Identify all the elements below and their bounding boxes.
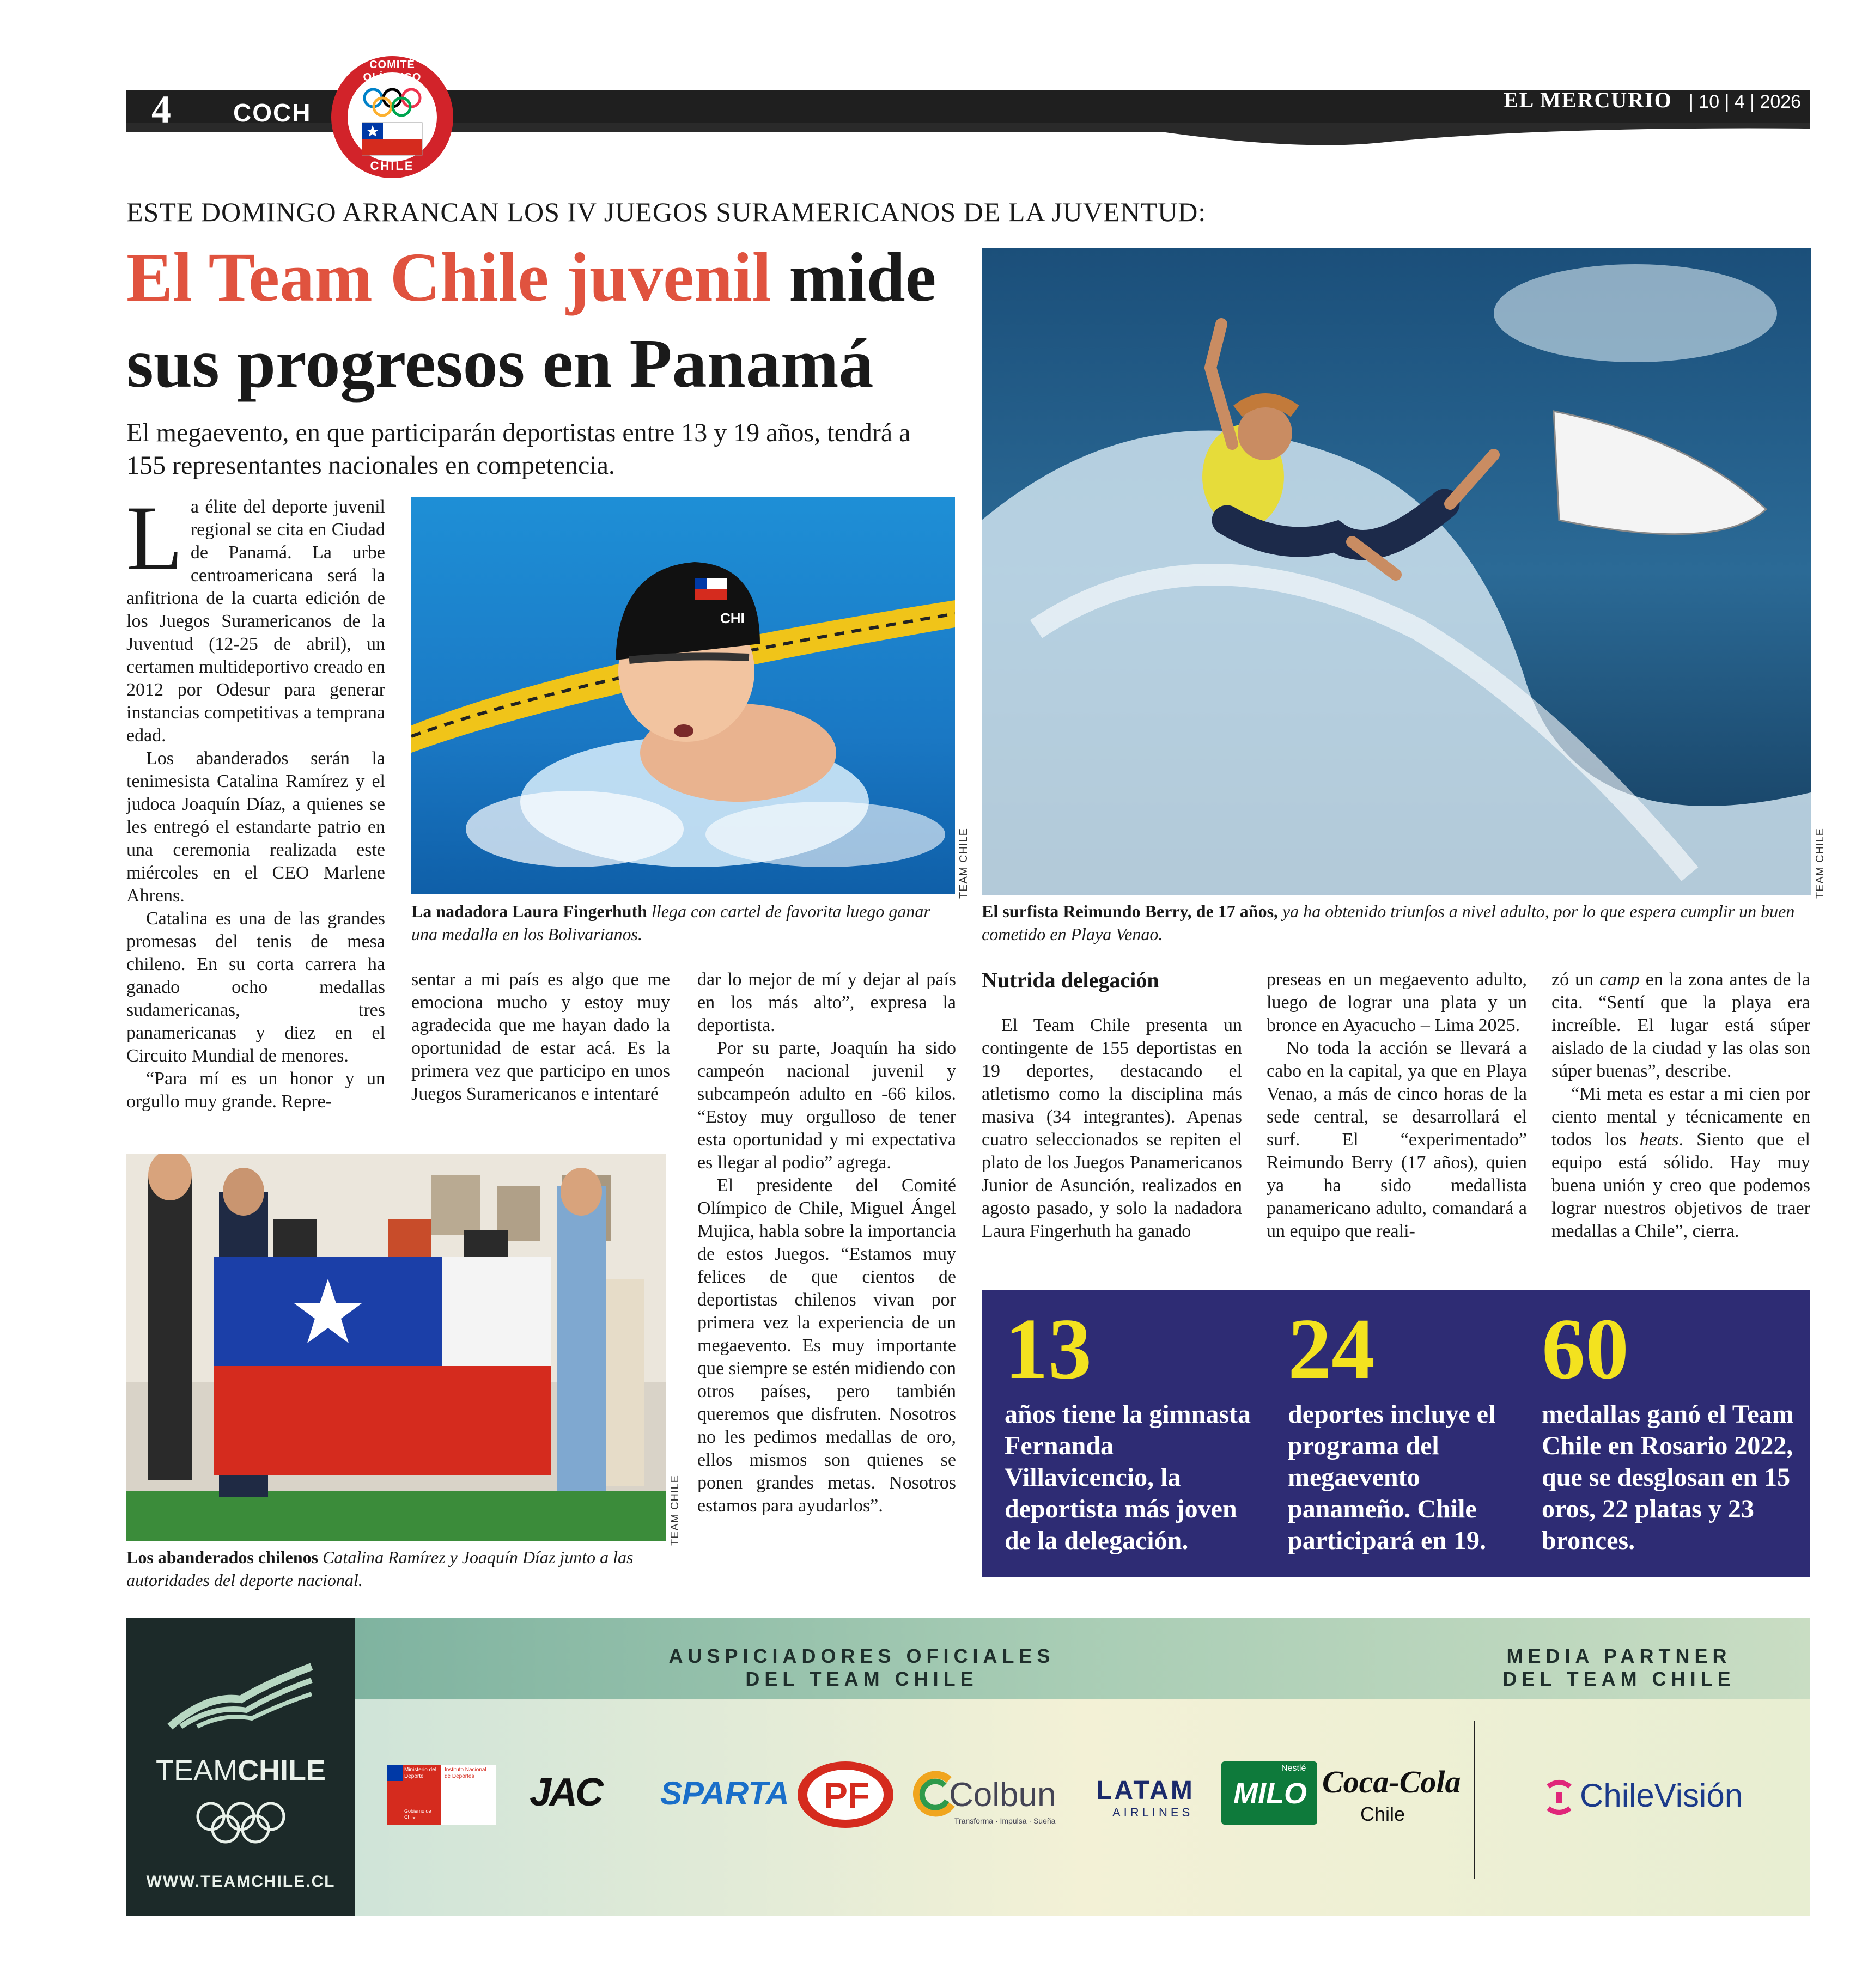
stat-1-number: 13 [1005, 1300, 1092, 1397]
latam-logo-sub: AIRLINES [1112, 1806, 1194, 1819]
sponsor-divider [1474, 1721, 1475, 1879]
body-column-5 [1267, 968, 1527, 1243]
col5-p1: preseas en un megaevento adulto, luego de lograr una plata y un bronce en Ayacucho – Lima 2025. [1267, 969, 1527, 1035]
headline-highlight: El Team Chile juvenil [126, 239, 772, 316]
swimmer-photo [411, 497, 955, 894]
milo-logo-text: MILO [1233, 1777, 1307, 1810]
gov-logo [387, 1765, 496, 1825]
col6-p1-b: en la zona antes de la cita. “Sentí que la playa era increíble. El lugar está súper aislado de la ciudad y las olas son súper buenas”, describe. [1551, 969, 1811, 1081]
flag-caption-bold: Los abanderados chilenos [126, 1547, 319, 1567]
col1-p3: Catalina es una de las grandes promesas del tenis de mesa chileno. En su corta carrera ha ganado ocho medallas sudamericanas, tres panamericanas y diez en el Circuito Mundial de menores. [126, 908, 385, 1066]
pf-logo-text: PF [824, 1775, 870, 1815]
cocacola-chile: Chile [1360, 1803, 1405, 1825]
col6-p1 [1551, 968, 1810, 1083]
page-number: 4 [151, 88, 171, 131]
official-sponsors-line1: AUSPICIADORES OFICIALES [668, 1645, 1055, 1667]
stat-2-number: 24 [1288, 1300, 1375, 1397]
gov-logo-text-3: Gobierno de Chile [404, 1808, 431, 1820]
chilevision-logo: ChileVisión [1580, 1777, 1743, 1814]
col3-p3: El presidente del Comité Olímpico de Chile, Miguel Ángel Mujica, habla sobre la importancia de estos Juegos. “Estamos muy felices de que cientos de deportistas chilenos vivan por primera vez la experiencia de un megaevento. Es muy importante que siempre se estén midiendo con otros países, pero también queremos que disfruten. Nosotros no les pedimos medallas de oro, ellos mismos son quienes se ponen grandes metas. Nosotros estamos para ayudarlos”. [697, 1175, 956, 1516]
surfer-caption-italic: ya ha obtenido triunfos a nivel adulto, por lo que espera cumplir un buen cometido en Playa Venao. [982, 901, 1795, 944]
media-partner-line2: DEL TEAM CHILE [1502, 1668, 1736, 1690]
gov-logo-text-1: Ministerio del Deporte [404, 1767, 436, 1779]
col6-camp: camp [1599, 969, 1640, 990]
latam-logo: LATAM [1096, 1776, 1195, 1805]
flag-photo-credit: TEAM CHILE [669, 1475, 681, 1546]
stat-1-text: años tiene la gimnasta Fernanda Villavicencio, la deportista más joven de la delegación. [1005, 1400, 1251, 1555]
body-column-1 [126, 487, 385, 1113]
gov-logo-text-2: Instituto Nacional de Deportes [445, 1767, 486, 1779]
swimmer-cap-text: CHI [720, 610, 745, 626]
body-column-4 [982, 1014, 1242, 1243]
gov-logo-blue [387, 1765, 403, 1781]
stat-1 [1005, 1300, 1261, 1557]
surfer-photo [982, 248, 1811, 895]
swimmer-caption-bold: La nadadora Laura Fingerhuth [411, 901, 647, 921]
col6-p2-b: . Siento que el equipo está sólido. Hay muy buena unión y creo que podemos lograr nuestros objetivos de traer medallas a Chile”, cierra. [1551, 1130, 1810, 1241]
surfer-caption [982, 900, 1810, 946]
col3-p1: dar lo mejor de mí y dejar al país en los más alto”, expresa la deportista. [697, 969, 956, 1035]
flag-caption [126, 1546, 666, 1591]
stat-3-text: medallas ganó el Team Chile en Rosario 2022, que se desglosan en 15 oros, 22 platas y 23 bronces. [1542, 1400, 1794, 1555]
col6-heats: heats [1639, 1130, 1679, 1150]
body-column-2 [411, 968, 670, 1106]
col6-p2 [1551, 1083, 1810, 1243]
colbun-logo: Colbun [949, 1776, 1056, 1814]
drop-cap: L [126, 487, 183, 589]
teamchile-word-chile: CHILE [238, 1754, 326, 1787]
chilevision-icon [1543, 1776, 1575, 1819]
media-partner-title [1477, 1645, 1761, 1691]
deck: El megaevento, en que participarán deportistas entre 13 y 19 años, tendrá a 155 representantes nacionales en competencia. [126, 418, 911, 480]
flag-caption-italic: Catalina Ramírez y Joaquín Díaz junto a las autoridades del deporte nacional. [126, 1547, 634, 1590]
body-column-3 [697, 968, 956, 1517]
surfer-photo-credit: TEAM CHILE [1814, 828, 1826, 899]
stat-3-number: 60 [1542, 1300, 1629, 1397]
media-partner-line1: MEDIA PARTNER [1506, 1645, 1732, 1667]
col5-p2: No toda la acción se llevará a cabo en la capital, ya que en Playa Venao, a más de cinco horas de la sede central, se desarrollará el surf. El “experimentado” Reimundo Berry (17 años), quien ya ha sido medallista panamericano adulto, comandará a un equipo que reali- [1267, 1038, 1527, 1241]
logo-text-top: COMITÉ OLÍMPICO [363, 59, 422, 83]
swimmer-photo-credit: TEAM CHILE [958, 828, 970, 899]
flag-photo [126, 1154, 666, 1541]
headline [126, 234, 954, 406]
stat-2-text: deportes incluye el programa del megaevento panameño. Chile participará en 19. [1288, 1400, 1496, 1555]
issue-date: | 10 | 4 | 2026 [1689, 92, 1802, 112]
col3-p2: Por su parte, Joaquín ha sido campeón nacional juvenil y subcampeón adulto en -66 kilos. “Estoy muy orgulloso de tener esta oportunidad y mi expectativa es llegar al podio” agrega. [697, 1038, 956, 1173]
col1-p4: “Para mí es un honor y un orgullo muy grande. Repre- [126, 1069, 385, 1112]
sparta-logo: SPARTA [660, 1775, 789, 1812]
colbun-tagline: Transforma · Impulsa · Sueña [954, 1816, 1056, 1825]
teamchile-word-team: TEAM [155, 1754, 238, 1787]
kicker: ESTE DOMINGO ARRANCAN LOS IV JUEGOS SURAMERICANOS DE LA JUVENTUD: [126, 197, 1207, 227]
surfer-caption-bold: El surfista Reimundo Berry, de 17 años, [982, 901, 1279, 921]
section-label: COCH [233, 99, 312, 127]
col4-p1: El Team Chile presenta un contingente de 155 deportistas en 19 deportes, destacando el atletismo como la disciplina más masiva (34 integrantes). Apenas cuatro seleccionados se repiten el plato de los Juegos Panamericanos Junior de Asunción, realizados en agosto pasado, y solo la nadadora Laura Fingerhuth ha ganado [982, 1015, 1242, 1241]
teamchile-wordmark [126, 1754, 355, 1788]
col1-p1: a élite del deporte juvenil regional se cita en Ciudad de Panamá. La urbe centroamericana será la anfitriona de la cuarta edición de los Juegos Suramericanos de la Juventud (12-25 de abril), un certamen multideportivo creado en 2012 por Odesur para generar instancias competitivas a temprana edad. [126, 497, 385, 746]
stat-3 [1542, 1300, 1798, 1557]
jac-logo: JAC [530, 1771, 602, 1814]
milo-logo-nestle: Nestlé [1281, 1764, 1306, 1773]
col6-p1-a: zó un [1551, 969, 1600, 990]
teamchile-panel [126, 1618, 355, 1916]
stats-box [982, 1290, 1810, 1577]
cocacola-logo: Coca-Cola [1322, 1764, 1461, 1800]
col6-p2-a: “Mi meta es estar a mi cien por ciento mental y técnicamente en todos los [1551, 1084, 1810, 1150]
col1-p2: Los abanderados serán la tenimesista Catalina Ramírez y el judoca Joaquín Díaz, a quienes se les entregó el estandarte patrio en una ceremonia realizada este miércoles en el CEO Marlene Ahrens. [126, 748, 385, 906]
sponsor-band [126, 1618, 1810, 1916]
milo-logo [1221, 1761, 1317, 1825]
body-column-6 [1551, 968, 1810, 1243]
logo-text-bottom: CHILE [370, 159, 415, 173]
headline-rest-2: sus progresos en Panamá [126, 325, 874, 402]
headline-rest-1: mide [771, 239, 936, 316]
teamchile-emblem-icon [159, 1661, 323, 1732]
olympic-rings-icon [192, 1797, 290, 1846]
newspaper-name: EL MERCURIO [1504, 88, 1672, 112]
subhead: Nutrida delegación [982, 968, 1159, 992]
official-sponsors-line2: DEL TEAM CHILE [745, 1668, 978, 1690]
col2-p1: sentar a mi país es algo que me emociona mucho y estoy muy agradecida que me hayan dado la oportunidad de estar acá. Es la primera vez que participo en unos Juegos Suramericanos e intentaré [411, 969, 670, 1104]
swimmer-caption-italic: llega con cartel de favorita luego ganar una medalla en los Bolivarianos. [411, 901, 930, 944]
teamchile-website[interactable]: WWW.TEAMCHILE.CL [146, 1873, 336, 1891]
official-sponsors-title [617, 1645, 1107, 1691]
swimmer-caption [411, 900, 956, 946]
stat-2 [1288, 1300, 1528, 1557]
